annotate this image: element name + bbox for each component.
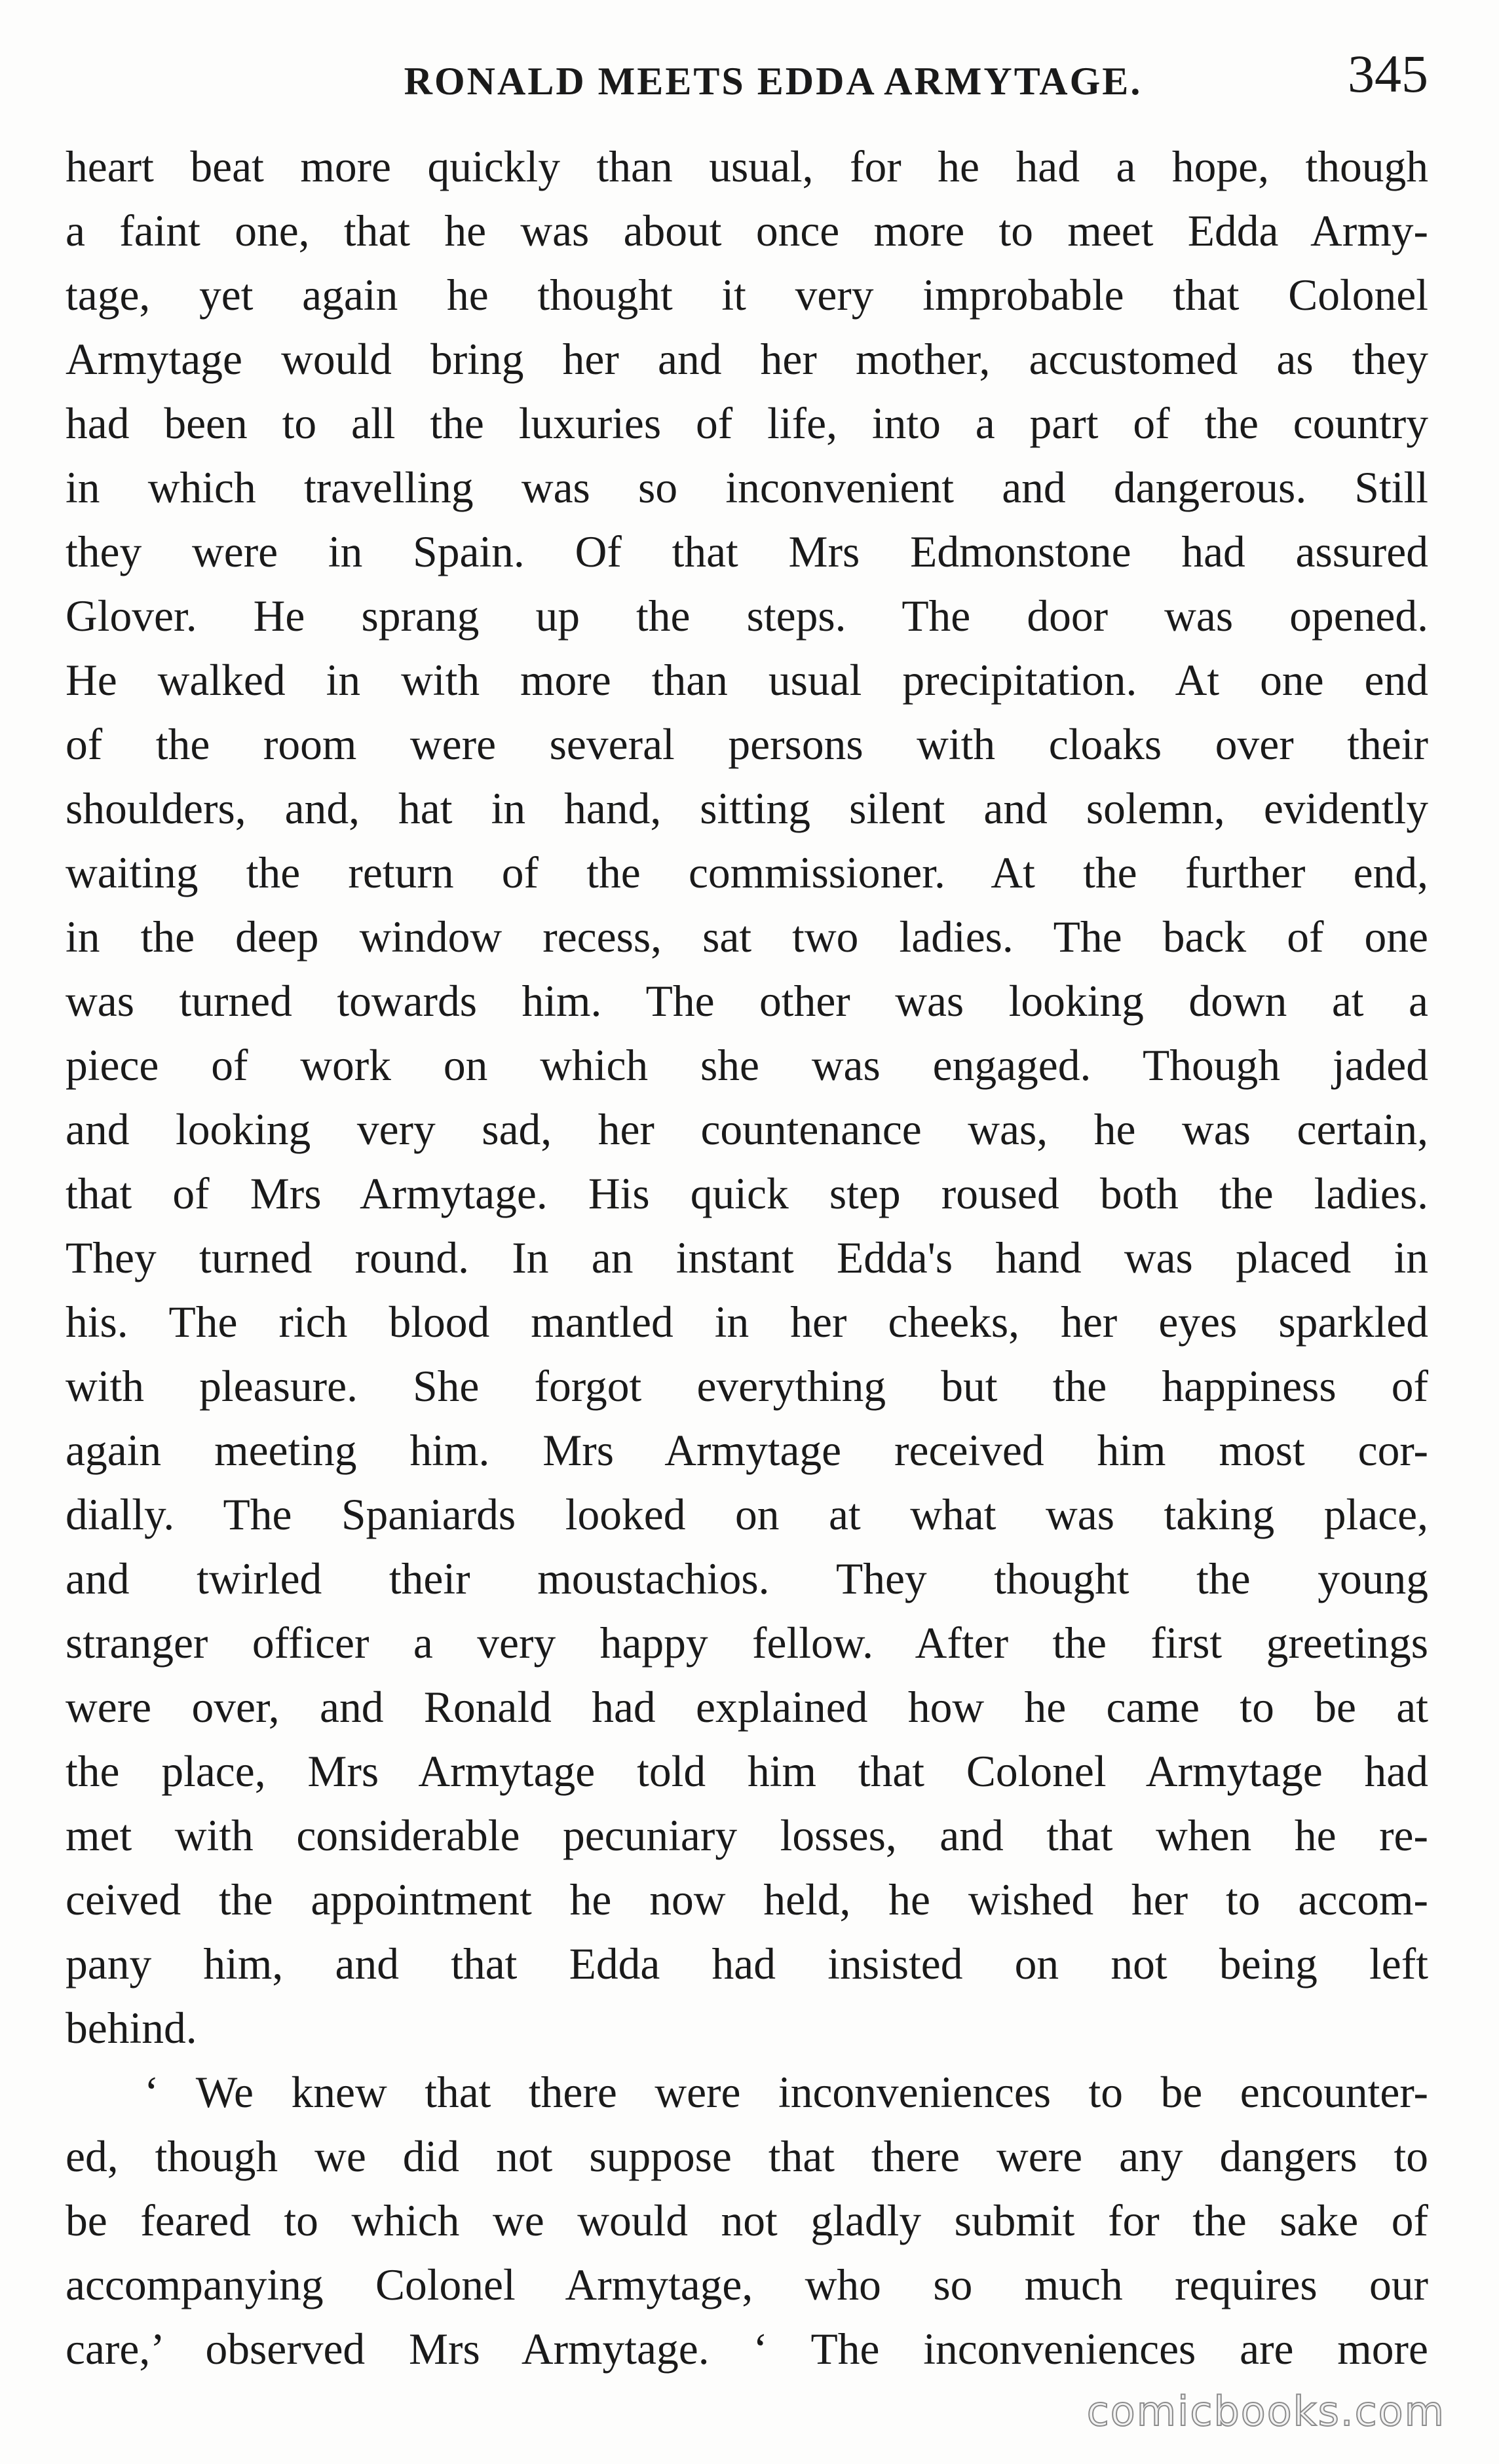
text-line: his. The rich blood mantled in her cheeks, her eyes sparkled: [66, 1297, 1428, 1347]
body-text: [66, 135, 1428, 2381]
text-line: again meeting him. Mrs Armytage received him most cor-: [66, 1426, 1428, 1475]
text-line: and looking very sad, her countenance was, he was certain,: [66, 1105, 1428, 1154]
text-line: the place, Mrs Armytage told him that Colonel Armytage had: [66, 1747, 1428, 1796]
text-line: ed, though we did not suppose that there were any dangers to: [66, 2132, 1428, 2181]
text-line: that of Mrs Armytage. His quick step roused both the ladies.: [66, 1169, 1428, 1218]
paragraph-1: [66, 135, 1428, 2061]
text-line: in which travelling was so inconvenient and dangerous. Still: [66, 463, 1428, 512]
text-line: were over, and Ronald had explained how he came to be at: [66, 1683, 1428, 1732]
text-line: had been to all the luxuries of life, into a part of the country: [66, 399, 1428, 448]
text-line: be feared to which we would not gladly submit for the sake of: [66, 2196, 1428, 2245]
text-line: dially. The Spaniards looked on at what was taking place,: [66, 1490, 1428, 1539]
text-line: ceived the appointment he now held, he wished her to accom-: [66, 1875, 1428, 1924]
text-line: He walked in with more than usual precipitation. At one end: [66, 656, 1428, 705]
text-line: and twirled their moustachios. They thought the young: [66, 1554, 1428, 1603]
text-line: accompanying Colonel Armytage, who so much requires our: [66, 2260, 1428, 2309]
text-line: in the deep window recess, sat two ladies. The back of one: [66, 912, 1428, 961]
paragraph-2: [66, 2061, 1428, 2381]
text-line: ‘ We knew that there were inconveniences to be encounter-: [144, 2068, 1428, 2117]
text-line: they were in Spain. Of that Mrs Edmonstone had assured: [66, 527, 1428, 576]
text-line: pany him, and that Edda had insisted on not being left: [66, 1939, 1428, 1988]
running-header: [66, 44, 1428, 119]
text-line: behind.: [66, 2004, 197, 2053]
text-line: with pleasure. She forgot everything but the happiness of: [66, 1362, 1428, 1411]
text-line: was turned towards him. The other was looking down at a: [66, 977, 1428, 1026]
text-line: of the room were several persons with cloaks over their: [66, 720, 1428, 769]
text-line: Armytage would bring her and her mother, accustomed as they: [66, 335, 1428, 384]
text-line: Glover. He sprang up the steps. The door was opened.: [66, 591, 1428, 641]
running-title: RONALD MEETS EDDA ARMYTAGE.: [404, 60, 1143, 103]
text-line: piece of work on which she was engaged. Though jaded: [66, 1041, 1428, 1090]
text-line: heart beat more quickly than usual, for he had a hope, though: [66, 142, 1428, 191]
watermark-logo: comicbooks.com: [1086, 2387, 1445, 2435]
text-line: care,’ observed Mrs Armytage. ‘ The inconveniences are more: [66, 2324, 1428, 2374]
text-line: met with considerable pecuniary losses, and that when he re-: [66, 1811, 1428, 1860]
text-line: tage, yet again he thought it very improbable that Colonel: [66, 271, 1428, 320]
text-line: stranger officer a very happy fellow. After the first greetings: [66, 1618, 1428, 1668]
text-line: They turned round. In an instant Edda's hand was placed in: [66, 1233, 1428, 1282]
text-line: shoulders, and, hat in hand, sitting silent and solemn, evidently: [66, 784, 1428, 833]
text-line: a faint one, that he was about once more to meet Edda Army-: [66, 206, 1428, 255]
page-number: 345: [1348, 44, 1428, 103]
text-line: waiting the return of the commissioner. At the further end,: [66, 848, 1428, 897]
